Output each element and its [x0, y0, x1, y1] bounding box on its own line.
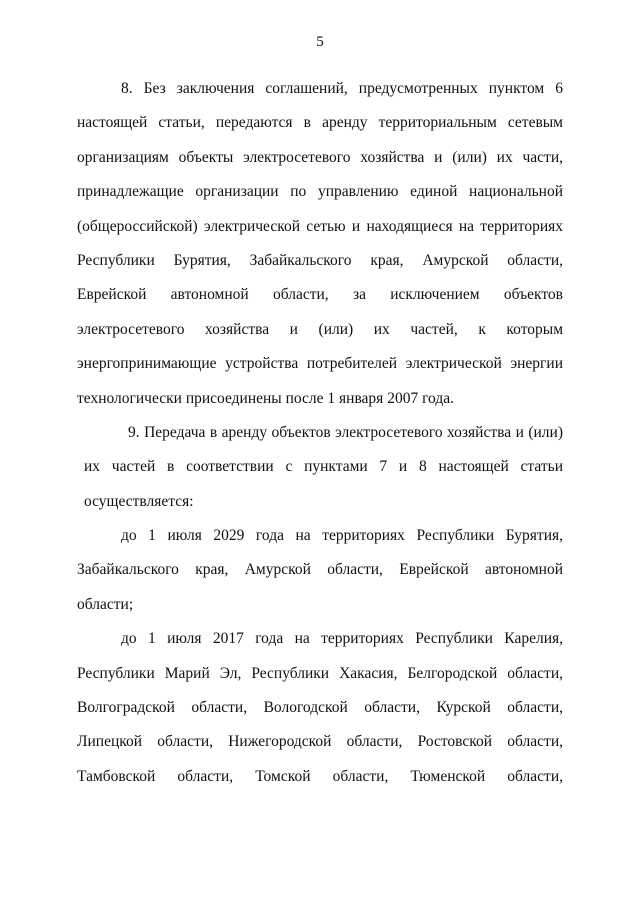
text-line: технологически присоединены после 1 января 2007 года. — [77, 389, 454, 407]
text-line: Тамбовской области, Томской области, Тюменской области, — [77, 767, 563, 785]
page-number: 5 — [316, 34, 324, 50]
text-line: до 1 июля 2029 года на территориях Республики Бурятия, — [121, 527, 563, 545]
paragraph-2029 — [77, 519, 563, 622]
text-line: (общероссийской) электрической сетью и находящиеся на территориях — [77, 217, 563, 235]
text-line: электросетевого хозяйства и (или) их частей, к которым — [77, 320, 563, 338]
text-line: 8. Без заключения соглашений, предусмотренных пунктом 6 — [121, 80, 563, 97]
text-line: Забайкальского края, Амурской области, Еврейской автономной — [77, 561, 563, 579]
text-line: Республики Бурятия, Забайкальского края, Амурской области, — [77, 251, 563, 269]
text-line: настоящей статьи, передаются в аренду территориальным сетевым — [77, 114, 563, 132]
paragraph-9 — [77, 416, 563, 519]
text-line: до 1 июля 2017 года на территориях Республики Карелия, — [121, 630, 563, 648]
document-body — [77, 72, 563, 794]
text-line: Липецкой области, Нижегородской области, Ростовской области, — [77, 733, 563, 751]
text-line: энергопринимающие устройства потребителей электрической энергии — [77, 355, 563, 373]
text-line: Республики Марий Эл, Республики Хакасия, Белгородской области, — [77, 664, 563, 682]
text-line: осуществляется: — [84, 492, 194, 510]
text-line: принадлежащие организации по управлению единой национальной — [77, 183, 563, 201]
text-line: области; — [77, 595, 134, 613]
text-line: их частей в соответствии с пунктами 7 и 8 настоящей статьи — [84, 458, 563, 476]
text-line: 9. Передача в аренду объектов электросетевого хозяйства и (или) — [128, 423, 563, 441]
text-line: организациям объекты электросетевого хозяйства и (или) их части, — [77, 148, 563, 166]
text-line: Волгоградской области, Вологодской области, Курской области, — [77, 699, 563, 717]
paragraph-8 — [77, 72, 563, 416]
paragraph-2017 — [77, 622, 563, 794]
text-line: Еврейской автономной области, за исключением объектов — [77, 286, 563, 304]
